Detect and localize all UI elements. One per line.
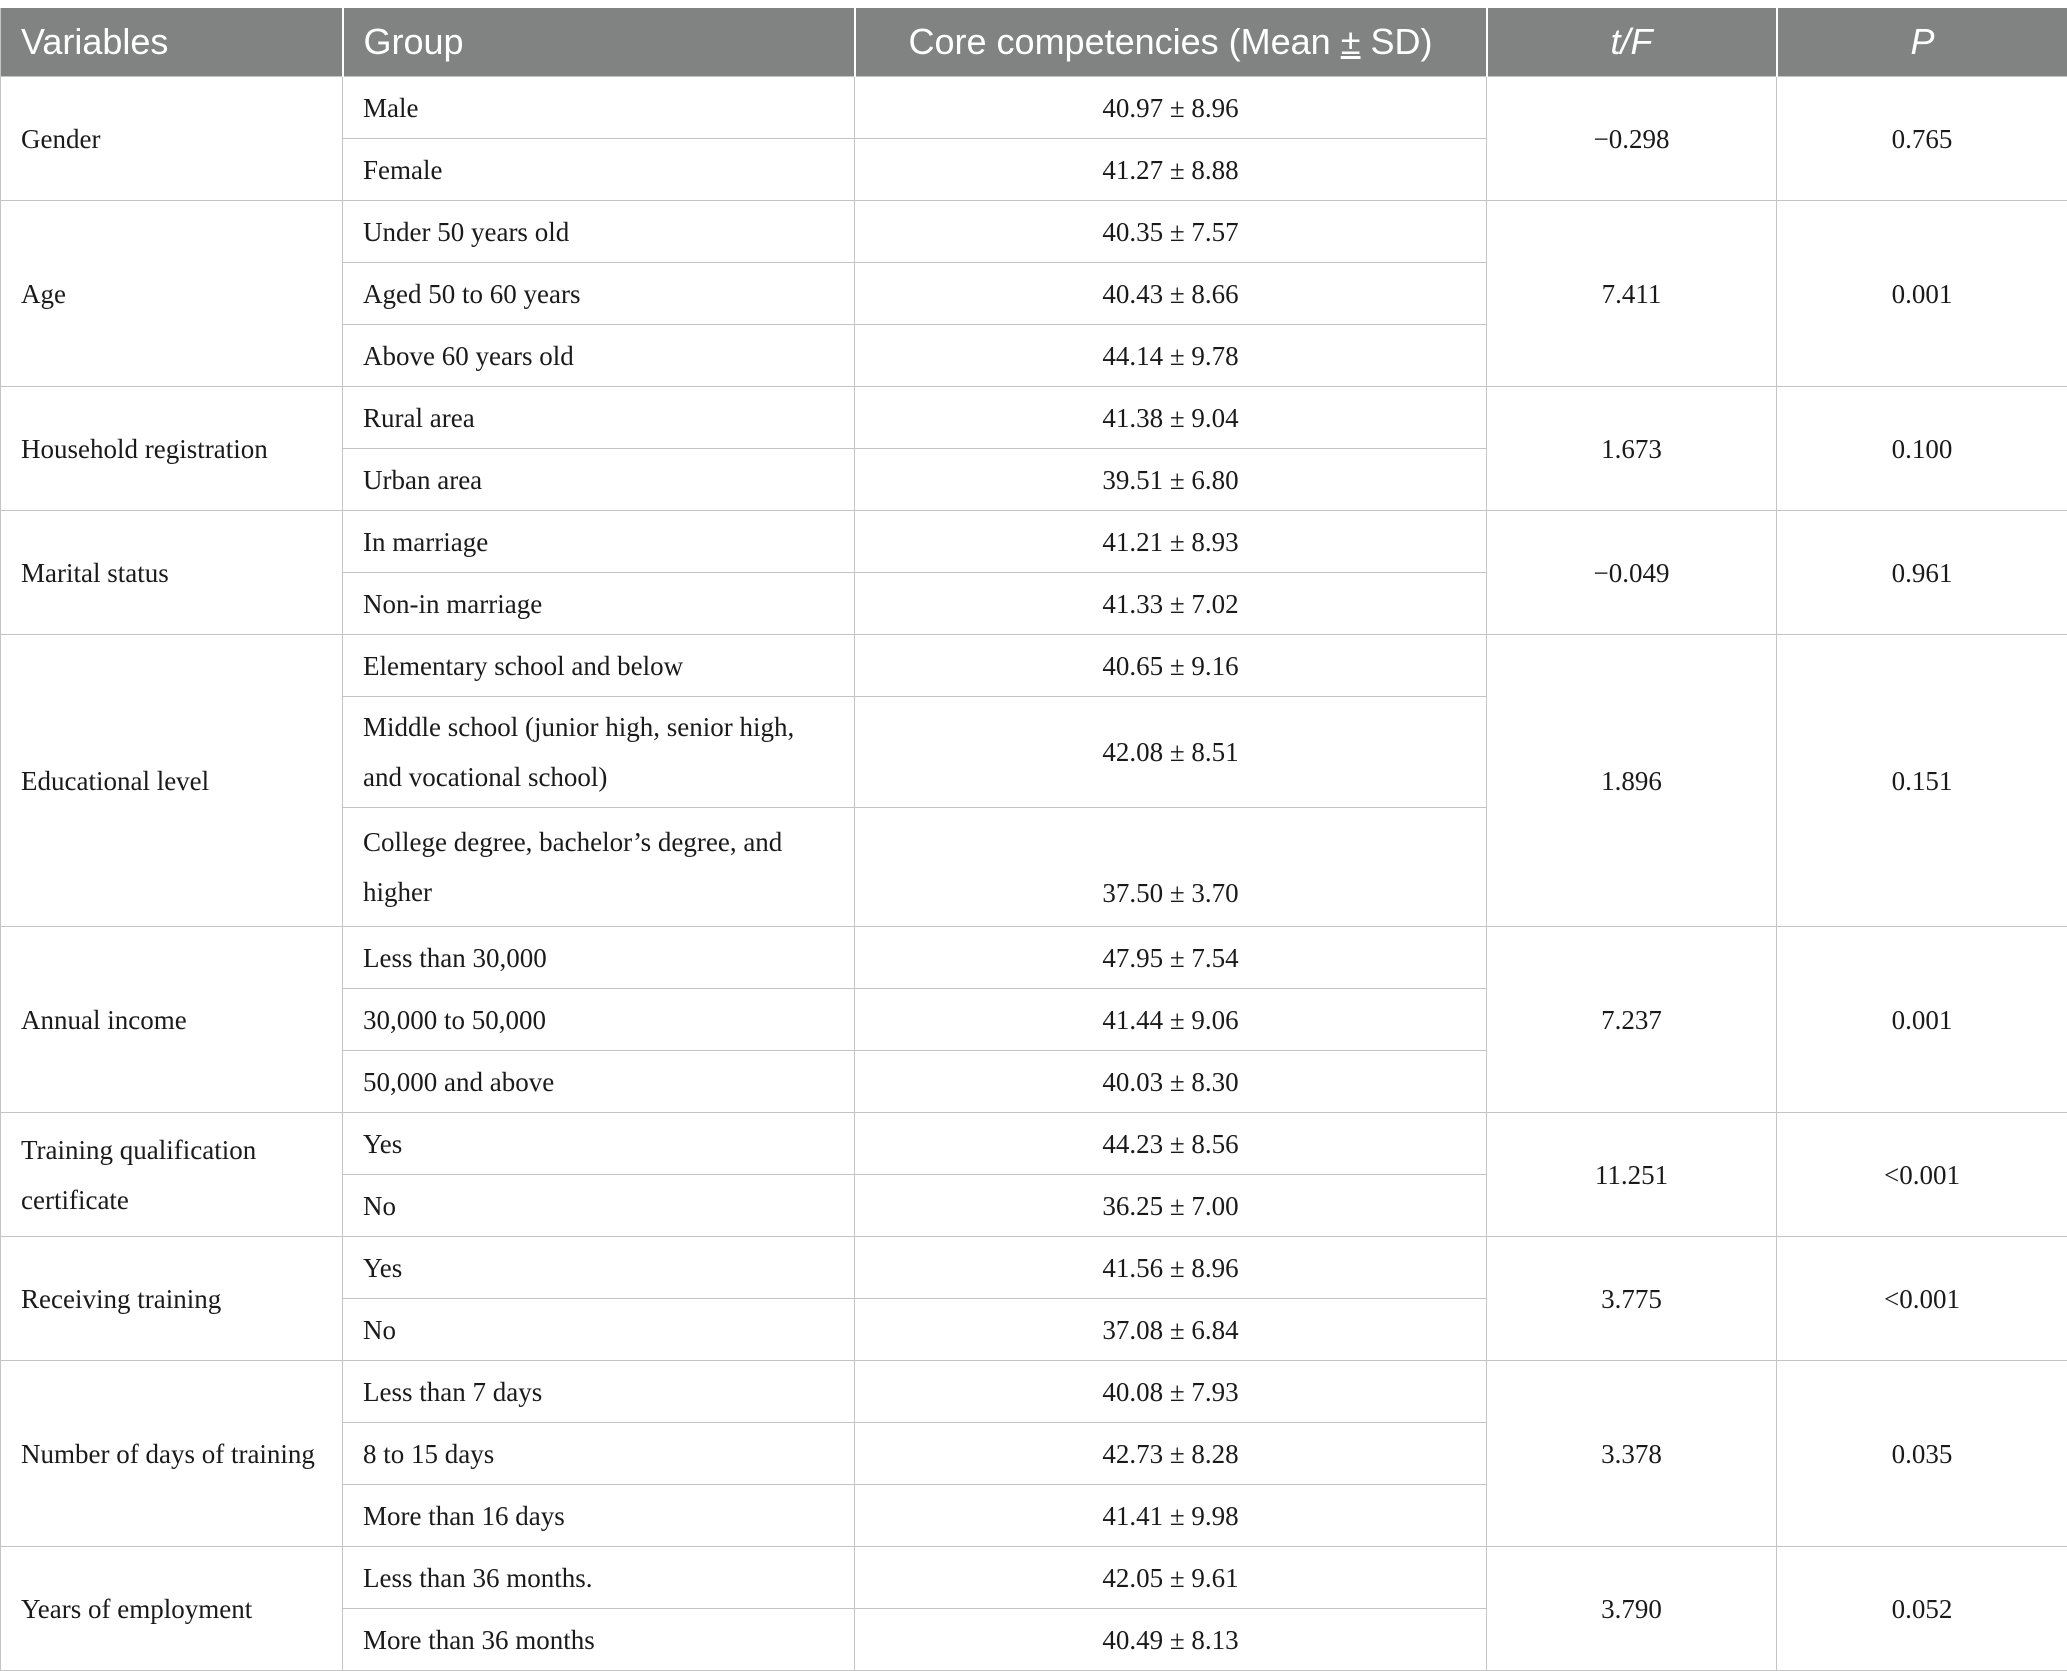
group-cell: Yes	[343, 1237, 855, 1299]
header-core-suffix: SD)	[1360, 21, 1432, 62]
t-f-cell: −0.298	[1487, 77, 1777, 201]
mean-sd-cell: 41.44 ± 9.06	[855, 989, 1487, 1051]
mean-sd-cell: 40.49 ± 8.13	[855, 1609, 1487, 1671]
mean-sd-cell: 44.14 ± 9.78	[855, 325, 1487, 387]
variable-cell: Annual income	[1, 927, 343, 1113]
p-cell: 0.100	[1777, 387, 2067, 511]
variable-cell: Gender	[1, 77, 343, 201]
table-row	[1, 635, 2067, 697]
group-cell: Aged 50 to 60 years	[343, 263, 855, 325]
table-body	[1, 77, 2067, 1671]
t-f-cell: 3.378	[1487, 1361, 1777, 1547]
p-cell: 0.151	[1777, 635, 2067, 927]
t-f-cell: 1.896	[1487, 635, 1777, 927]
header-core-competencies	[855, 8, 1487, 77]
mean-sd-cell: 42.05 ± 9.61	[855, 1547, 1487, 1609]
p-cell: 0.961	[1777, 511, 2067, 635]
variable-cell: Age	[1, 201, 343, 387]
variable-cell: Receiving training	[1, 1237, 343, 1361]
mean-sd-cell: 40.08 ± 7.93	[855, 1361, 1487, 1423]
t-f-cell: 3.790	[1487, 1547, 1777, 1671]
t-f-cell: 7.411	[1487, 201, 1777, 387]
p-cell: 0.001	[1777, 201, 2067, 387]
table-row	[1, 201, 2067, 263]
variable-cell: Household registration	[1, 387, 343, 511]
p-cell: 0.765	[1777, 77, 2067, 201]
group-cell: 50,000 and above	[343, 1051, 855, 1113]
header-p: P	[1777, 8, 2067, 77]
mean-sd-cell: 40.65 ± 9.16	[855, 635, 1487, 697]
group-cell: Middle school (junior high, senior high, and vocational school)	[343, 697, 855, 808]
t-f-cell: 3.775	[1487, 1237, 1777, 1361]
table-row	[1, 927, 2067, 989]
p-cell: 0.052	[1777, 1547, 2067, 1671]
t-f-cell: −0.049	[1487, 511, 1777, 635]
table-row	[1, 1237, 2067, 1299]
variable-cell: Marital status	[1, 511, 343, 635]
table-row	[1, 387, 2067, 449]
table-header	[1, 8, 2067, 77]
header-row	[1, 8, 2067, 77]
group-cell: More than 36 months	[343, 1609, 855, 1671]
mean-sd-cell: 40.43 ± 8.66	[855, 263, 1487, 325]
group-cell: Non-in marriage	[343, 573, 855, 635]
header-plus-minus: ±	[1341, 21, 1361, 62]
group-cell: Less than 30,000	[343, 927, 855, 989]
mean-sd-cell: 37.08 ± 6.84	[855, 1299, 1487, 1361]
mean-sd-cell: 42.08 ± 8.51	[855, 697, 1487, 808]
mean-sd-cell: 40.97 ± 8.96	[855, 77, 1487, 139]
mean-sd-cell: 40.03 ± 8.30	[855, 1051, 1487, 1113]
group-cell: In marriage	[343, 511, 855, 573]
t-f-cell: 11.251	[1487, 1113, 1777, 1237]
group-cell: Yes	[343, 1113, 855, 1175]
group-cell: Urban area	[343, 449, 855, 511]
table-row	[1, 1361, 2067, 1423]
variable-cell: Training qualification certificate	[1, 1113, 343, 1237]
mean-sd-cell: 41.27 ± 8.88	[855, 139, 1487, 201]
table-row	[1, 1547, 2067, 1609]
group-cell: 8 to 15 days	[343, 1423, 855, 1485]
group-cell: Rural area	[343, 387, 855, 449]
group-cell: Male	[343, 77, 855, 139]
group-cell: No	[343, 1175, 855, 1237]
variable-cell: Educational level	[1, 635, 343, 927]
group-cell: Female	[343, 139, 855, 201]
table-row	[1, 511, 2067, 573]
p-cell: 0.035	[1777, 1361, 2067, 1547]
table-row	[1, 77, 2067, 139]
mean-sd-cell: 39.51 ± 6.80	[855, 449, 1487, 511]
group-cell: Above 60 years old	[343, 325, 855, 387]
p-cell: 0.001	[1777, 927, 2067, 1113]
group-cell: Less than 36 months.	[343, 1547, 855, 1609]
mean-sd-cell: 47.95 ± 7.54	[855, 927, 1487, 989]
table-row	[1, 1113, 2067, 1175]
header-t-f: t/F	[1487, 8, 1777, 77]
group-cell: 30,000 to 50,000	[343, 989, 855, 1051]
group-cell: No	[343, 1299, 855, 1361]
header-core-prefix: Core competencies (Mean	[909, 21, 1341, 62]
results-table-container	[0, 8, 2067, 1671]
p-cell: <0.001	[1777, 1113, 2067, 1237]
t-f-cell: 1.673	[1487, 387, 1777, 511]
mean-sd-cell: 41.21 ± 8.93	[855, 511, 1487, 573]
group-cell: Less than 7 days	[343, 1361, 855, 1423]
mean-sd-cell: 41.38 ± 9.04	[855, 387, 1487, 449]
variable-cell: Number of days of training	[1, 1361, 343, 1547]
mean-sd-cell: 42.73 ± 8.28	[855, 1423, 1487, 1485]
header-group: Group	[343, 8, 855, 77]
mean-sd-cell: 36.25 ± 7.00	[855, 1175, 1487, 1237]
p-cell: <0.001	[1777, 1237, 2067, 1361]
core-competencies-table	[0, 8, 2067, 1671]
mean-sd-cell: 40.35 ± 7.57	[855, 201, 1487, 263]
group-cell: Under 50 years old	[343, 201, 855, 263]
mean-sd-cell: 44.23 ± 8.56	[855, 1113, 1487, 1175]
mean-sd-cell: 41.41 ± 9.98	[855, 1485, 1487, 1547]
group-cell: College degree, bachelor’s degree, and higher	[343, 808, 855, 927]
mean-sd-cell: 41.33 ± 7.02	[855, 573, 1487, 635]
group-cell: Elementary school and below	[343, 635, 855, 697]
group-cell: More than 16 days	[343, 1485, 855, 1547]
mean-sd-cell: 37.50 ± 3.70	[855, 808, 1487, 927]
mean-sd-cell: 41.56 ± 8.96	[855, 1237, 1487, 1299]
variable-cell: Years of employment	[1, 1547, 343, 1671]
t-f-cell: 7.237	[1487, 927, 1777, 1113]
header-variables: Variables	[1, 8, 343, 77]
